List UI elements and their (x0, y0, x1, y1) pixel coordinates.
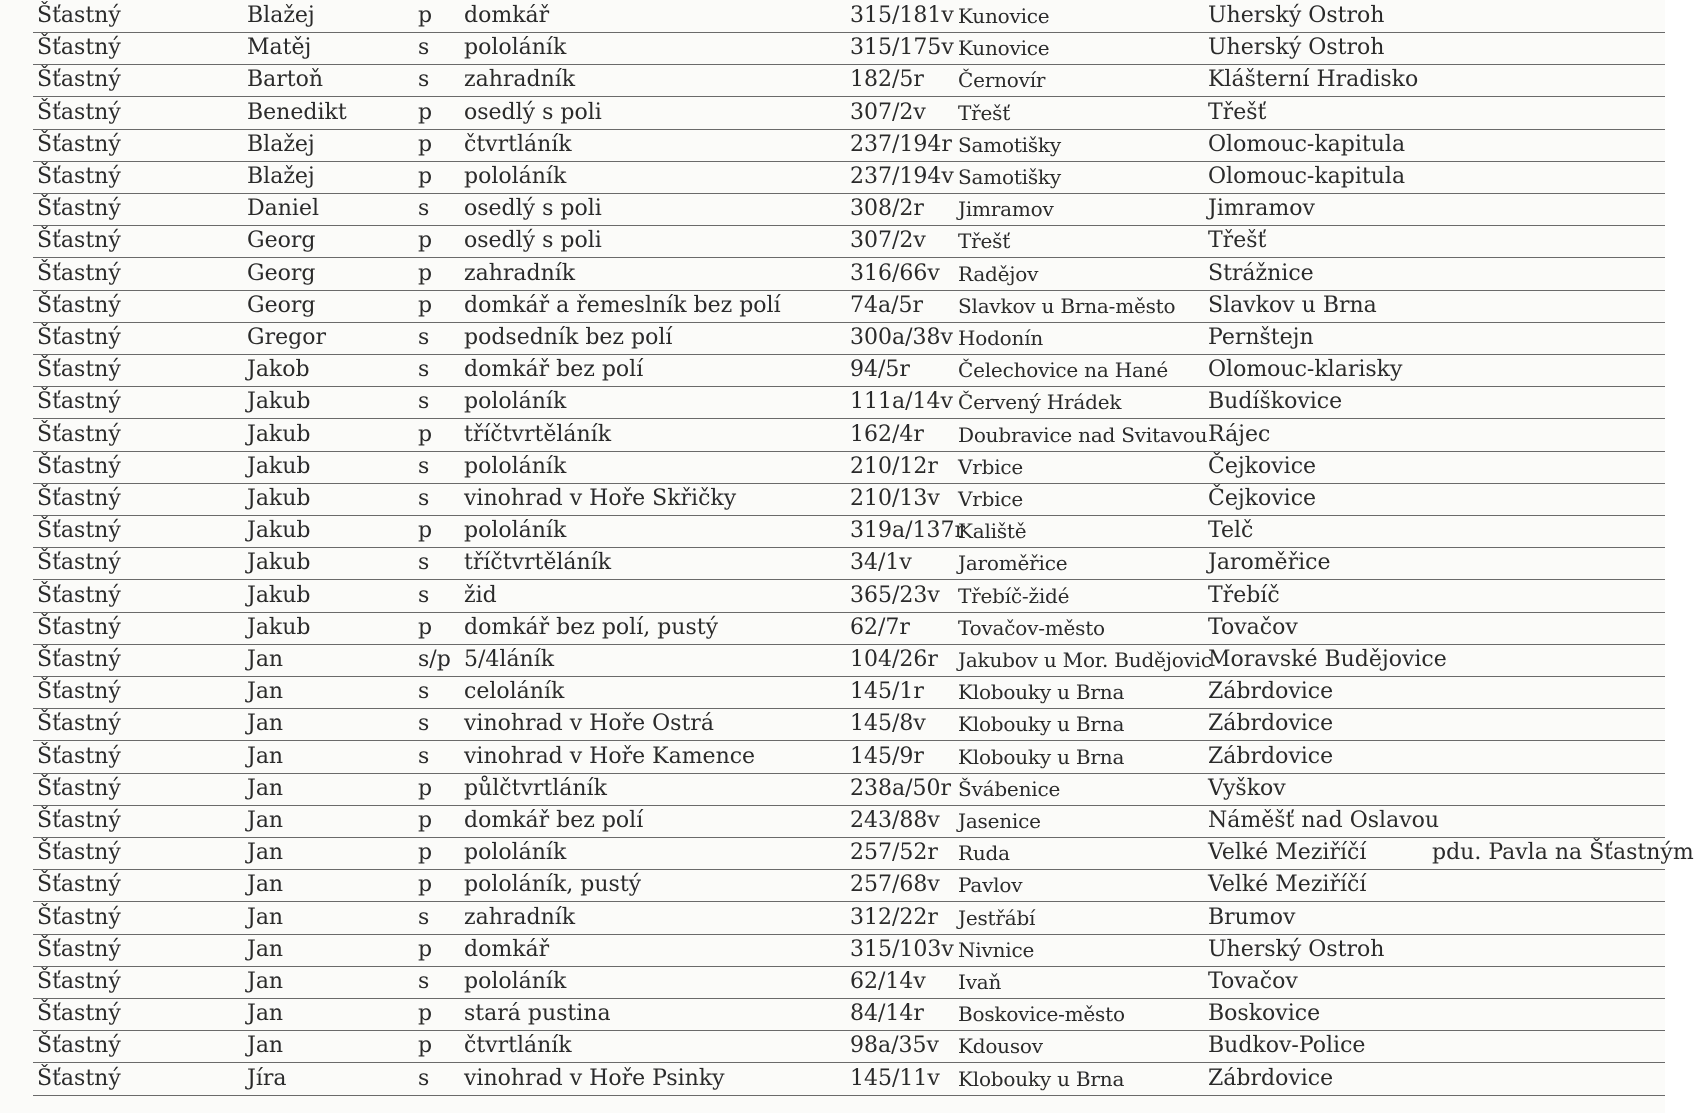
folio-ref-cell: 237/194r (850, 131, 952, 157)
given-name-cell: Jakub (247, 453, 311, 479)
given-name-cell: Jan (247, 711, 284, 737)
table-row (0, 226, 1665, 258)
sp-cell: s (418, 711, 430, 737)
surname-cell: Šťastný (37, 292, 121, 318)
sp-cell: s (418, 67, 430, 93)
table-row (0, 838, 1694, 870)
surname-cell: Šťastný (37, 679, 121, 705)
sp-cell: s (418, 582, 430, 608)
table-row (0, 98, 1665, 130)
village-cell: Švábenice (958, 776, 1061, 801)
village-cell: Kunovice (958, 4, 1050, 28)
village-cell: Čelechovice na Hané (958, 358, 1169, 383)
folio-ref-cell: 74a/5r (850, 292, 924, 318)
table-row (0, 387, 1665, 419)
given-name-cell: Daniel (247, 196, 320, 222)
village-cell: Samotišky (958, 132, 1061, 157)
folio-ref-cell: 84/14r (850, 1001, 924, 1027)
village-cell: Jasenice (958, 809, 1041, 833)
given-name-cell: Jakub (247, 518, 311, 544)
given-name-cell: Bartoň (247, 67, 324, 93)
status-cell: čtvrtláník (464, 131, 572, 157)
folio-ref-cell: 308/2r (850, 196, 924, 222)
surname-cell: Šťastný (37, 164, 121, 189)
folio-ref-cell: 316/66v (850, 260, 940, 286)
surname-cell: Šťastný (37, 904, 121, 930)
status-cell: vinohrad v Hoře Skřičky (464, 486, 737, 511)
table-row (0, 452, 1665, 484)
table-row (0, 903, 1665, 935)
given-name-cell: Jakub (247, 421, 311, 447)
given-name-cell: Jíra (247, 1065, 287, 1091)
sp-cell: p (418, 840, 433, 866)
village-cell: Kaliště (958, 519, 1027, 544)
estate-cell: Olomouc-kapitula (1208, 164, 1406, 189)
status-cell: podsedník bez polí (464, 325, 673, 350)
surname-cell: Šťastný (37, 614, 121, 640)
status-cell: zahradník (464, 67, 576, 93)
folio-ref-cell: 94/5r (850, 357, 910, 383)
village-cell: Černovír (958, 68, 1046, 93)
surname-cell: Šťastný (37, 550, 121, 576)
estate-cell: Zábrdovice (1208, 1065, 1334, 1091)
status-cell: pololáník (464, 969, 567, 994)
folio-ref-cell: 210/13v (850, 486, 940, 511)
sp-cell: s (418, 969, 430, 994)
sp-cell: p (418, 808, 433, 833)
sp-cell: s (418, 904, 430, 930)
surname-cell: Šťastný (37, 67, 121, 93)
village-cell: Jaroměřice (958, 551, 1068, 576)
folio-ref-cell: 111a/14v (850, 389, 953, 415)
table-row (0, 194, 1665, 226)
sp-cell: p (418, 872, 433, 898)
given-name-cell: Jan (247, 647, 284, 672)
surname-cell: Šťastný (37, 453, 121, 479)
folio-ref-cell: 34/1v (850, 550, 912, 576)
village-cell: Vrbice (958, 487, 1024, 511)
given-name-cell: Benedikt (247, 99, 347, 125)
table-row (0, 420, 1665, 452)
estate-cell: Zábrdovice (1208, 743, 1334, 769)
table-row (0, 1064, 1665, 1096)
folio-ref-cell: 145/9r (850, 743, 924, 769)
sp-cell: p (418, 614, 433, 640)
given-name-cell: Gregor (247, 325, 326, 350)
village-cell: Kdousov (958, 1034, 1043, 1059)
village-cell: Slavkov u Brna-město (958, 293, 1176, 318)
village-cell: Jestřábí (958, 905, 1036, 930)
table-row (0, 1031, 1665, 1063)
sp-cell: s (418, 1065, 430, 1091)
estate-cell: Moravské Budějovice (1208, 647, 1447, 672)
estate-cell: Tovačov (1208, 969, 1298, 994)
surname-cell: Šťastný (37, 936, 121, 962)
estate-cell: Třešť (1208, 228, 1267, 254)
given-name-cell: Blažej (247, 3, 315, 28)
table-row (0, 291, 1665, 323)
folio-ref-cell: 237/194v (850, 164, 954, 189)
status-cell: tříčtvrtěláník (464, 421, 612, 447)
table-row (0, 65, 1665, 97)
note-cell: pdu. Pavla na Šťastným (1432, 840, 1694, 866)
status-cell: vinohrad v Hoře Psinky (464, 1065, 725, 1091)
folio-ref-cell: 315/181v (850, 3, 954, 28)
surname-cell: Šťastný (37, 775, 121, 801)
folio-ref-cell: 62/7r (850, 614, 910, 640)
given-name-cell: Blažej (247, 131, 315, 157)
surname-cell: Šťastný (37, 808, 121, 833)
status-cell: pololáník (464, 35, 567, 61)
surname-cell: Šťastný (37, 3, 121, 28)
estate-cell: Klášterní Hradisko (1208, 67, 1419, 93)
folio-ref-cell: 162/4r (850, 421, 924, 447)
given-name-cell: Blažej (247, 164, 315, 189)
village-cell: Třešť (958, 229, 1011, 254)
table-row (0, 323, 1665, 355)
sp-cell: p (418, 421, 433, 447)
village-cell: Vrbice (958, 454, 1024, 479)
folio-ref-cell: 300a/38v (850, 325, 953, 350)
table-row (0, 935, 1665, 967)
table-row (0, 33, 1665, 65)
sp-cell: p (418, 1033, 433, 1059)
table-row (0, 516, 1665, 548)
status-cell: pololáník (464, 840, 567, 866)
given-name-cell: Jan (247, 1033, 284, 1059)
estate-cell: Brumov (1208, 904, 1296, 930)
sp-cell: s (418, 453, 430, 479)
table-row (0, 967, 1665, 999)
estate-cell: Zábrdovice (1208, 711, 1334, 737)
status-cell: domkář a řemeslník bez polí (464, 292, 781, 318)
given-name-cell: Jan (247, 872, 284, 898)
status-cell: pololáník (464, 518, 567, 544)
given-name-cell: Jakub (247, 614, 311, 640)
folio-ref-cell: 145/8v (850, 711, 926, 737)
sp-cell: p (418, 131, 433, 157)
table-row (0, 645, 1665, 677)
status-cell: čtvrtláník (464, 1033, 572, 1059)
status-cell: zahradník (464, 904, 576, 930)
sp-cell: p (418, 228, 433, 254)
estate-cell: Čejkovice (1208, 453, 1317, 479)
folio-ref-cell: 315/175v (850, 35, 954, 61)
estate-cell: Slavkov u Brna (1208, 292, 1377, 318)
surname-cell: Šťastný (37, 389, 121, 415)
village-cell: Radějov (958, 261, 1039, 286)
sp-cell: s (418, 325, 430, 350)
table-row (0, 709, 1665, 741)
table-row (0, 677, 1665, 709)
given-name-cell: Jan (247, 904, 284, 930)
estate-cell: Strážnice (1208, 260, 1314, 286)
estate-cell: Vyškov (1208, 775, 1286, 801)
given-name-cell: Jakub (247, 582, 311, 608)
sp-cell: p (418, 99, 433, 125)
table-row (0, 581, 1665, 613)
status-cell: žid (464, 582, 497, 608)
folio-ref-cell: 145/11v (850, 1065, 940, 1091)
given-name-cell: Jan (247, 840, 284, 866)
surname-cell: Šťastný (37, 35, 121, 61)
estate-cell: Tovačov (1208, 614, 1298, 640)
given-name-cell: Jan (247, 808, 284, 833)
village-cell: Třebíč-židé (958, 583, 1070, 608)
table-row (0, 742, 1665, 774)
surname-cell: Šťastný (37, 1001, 121, 1027)
surname-cell: Šťastný (37, 1065, 121, 1091)
status-cell: tříčtvrtěláník (464, 550, 612, 576)
sp-cell: s (418, 357, 430, 383)
estate-cell: Pernštejn (1208, 325, 1314, 350)
village-cell: Jakubov u Mor. Budějovic (958, 648, 1212, 672)
sp-cell: p (418, 1001, 433, 1027)
given-name-cell: Matěj (247, 35, 312, 61)
sp-cell: p (418, 3, 433, 28)
sp-cell: s/p (418, 647, 451, 672)
folio-ref-cell: 182/5r (850, 67, 924, 93)
village-cell: Boskovice-město (958, 1002, 1125, 1027)
table-row (0, 774, 1665, 806)
surname-cell: Šťastný (37, 421, 121, 447)
village-cell: Doubravice nad Svitavou (958, 422, 1208, 447)
surname-cell: Šťastný (37, 743, 121, 769)
table-row (0, 1, 1665, 33)
row-divider (33, 1095, 1665, 1096)
village-cell: Třešť (958, 100, 1011, 125)
status-cell: domkář bez polí (464, 357, 644, 383)
status-cell: pololáník (464, 164, 567, 189)
estate-cell: Uherský Ostroh (1208, 936, 1385, 962)
folio-ref-cell: 315/103v (850, 936, 954, 962)
given-name-cell: Jakub (247, 486, 311, 511)
status-cell: pololáník (464, 453, 567, 479)
folio-ref-cell: 62/14v (850, 969, 926, 994)
estate-cell: Telč (1208, 518, 1254, 544)
estate-cell: Velké Meziříčí (1208, 872, 1367, 898)
estate-cell: Třešť (1208, 99, 1267, 125)
surname-cell: Šťastný (37, 357, 121, 383)
status-cell: osedlý s poli (464, 196, 602, 222)
village-cell: Hodonín (958, 326, 1044, 350)
sp-cell: s (418, 550, 430, 576)
given-name-cell: Jan (247, 969, 284, 994)
status-cell: pololáník (464, 389, 567, 415)
estate-cell: Náměšť nad Oslavou (1208, 808, 1440, 833)
given-name-cell: Jan (247, 775, 284, 801)
given-name-cell: Georg (247, 260, 316, 286)
given-name-cell: Jan (247, 936, 284, 962)
table-row (0, 259, 1665, 291)
status-cell: pololáník, pustý (464, 872, 642, 898)
table-row (0, 484, 1665, 516)
surname-cell: Šťastný (37, 131, 121, 157)
status-cell: osedlý s poli (464, 99, 602, 125)
status-cell: 5/4láník (464, 647, 555, 672)
estate-cell: Budkov-Police (1208, 1033, 1366, 1059)
sp-cell: p (418, 260, 433, 286)
given-name-cell: Jakub (247, 550, 311, 576)
status-cell: vinohrad v Hoře Ostrá (464, 711, 714, 737)
sp-cell: s (418, 196, 430, 222)
given-name-cell: Jan (247, 743, 284, 769)
estate-cell: Jimramov (1208, 196, 1315, 222)
village-cell: Ivaň (958, 970, 1002, 994)
sp-cell: p (418, 518, 433, 544)
given-name-cell: Georg (247, 228, 316, 254)
folio-ref-cell: 257/52r (850, 840, 938, 866)
estate-cell: Jaroměřice (1208, 550, 1331, 576)
given-name-cell: Jan (247, 1001, 284, 1027)
given-name-cell: Jakob (247, 357, 310, 383)
folio-ref-cell: 365/23v (850, 582, 940, 608)
status-cell: domkář (464, 936, 550, 962)
sp-cell: p (418, 292, 433, 318)
surname-cell: Šťastný (37, 325, 121, 350)
folio-ref-cell: 98a/35v (850, 1033, 939, 1059)
status-cell: osedlý s poli (464, 228, 602, 254)
estate-cell: Olomouc-klarisky (1208, 357, 1403, 383)
estate-cell: Boskovice (1208, 1001, 1321, 1027)
estate-cell: Rájec (1208, 421, 1271, 447)
village-cell: Tovačov-město (958, 615, 1105, 640)
estate-cell: Velké Meziříčí (1208, 840, 1367, 866)
surname-cell: Šťastný (37, 872, 121, 898)
folio-ref-cell: 307/2v (850, 228, 926, 254)
status-cell: půlčtvrtláník (464, 775, 607, 801)
table-row (0, 130, 1665, 162)
surname-cell: Šťastný (37, 711, 121, 737)
status-cell: domkář bez polí, pustý (464, 614, 719, 640)
surname-cell: Šťastný (37, 647, 121, 672)
table-row (0, 806, 1665, 838)
table-row (0, 613, 1665, 645)
status-cell: zahradník (464, 260, 576, 286)
village-cell: Nivnice (958, 937, 1035, 962)
sp-cell: s (418, 389, 430, 415)
sp-cell: p (418, 164, 433, 189)
status-cell: domkář bez polí (464, 808, 644, 833)
estate-cell: Zábrdovice (1208, 679, 1334, 705)
folio-ref-cell: 257/68v (850, 872, 940, 898)
folio-ref-cell: 145/1r (850, 679, 924, 705)
village-cell: Jimramov (958, 197, 1054, 222)
table-row (0, 548, 1665, 580)
village-cell: Klobouky u Brna (958, 1066, 1125, 1091)
status-cell: vinohrad v Hoře Kamence (464, 743, 756, 769)
surname-cell: Šťastný (37, 969, 121, 994)
folio-ref-cell: 319a/137r (850, 518, 966, 544)
village-cell: Kunovice (958, 36, 1050, 61)
table-row (0, 162, 1665, 194)
village-cell: Ruda (958, 841, 1010, 866)
village-cell: Klobouky u Brna (958, 744, 1125, 769)
estate-cell: Olomouc-kapitula (1208, 131, 1406, 157)
folio-ref-cell: 104/26r (850, 647, 938, 672)
sp-cell: s (418, 486, 430, 511)
estate-cell: Uherský Ostroh (1208, 35, 1385, 61)
estate-cell: Čejkovice (1208, 486, 1317, 511)
village-cell: Samotišky (958, 165, 1061, 189)
table-row (0, 870, 1665, 902)
folio-ref-cell: 312/22r (850, 904, 938, 930)
village-cell: Klobouky u Brna (958, 712, 1125, 737)
surname-cell: Šťastný (37, 99, 121, 125)
sp-cell: p (418, 936, 433, 962)
folio-ref-cell: 238a/50r (850, 775, 952, 801)
surname-cell: Šťastný (37, 582, 121, 608)
folio-ref-cell: 243/88v (850, 808, 940, 833)
sp-cell: s (418, 35, 430, 61)
status-cell: celoláník (464, 679, 565, 705)
estate-cell: Třebíč (1208, 582, 1280, 608)
given-name-cell: Jakub (247, 389, 311, 415)
village-cell: Červený Hrádek (958, 390, 1122, 415)
village-cell: Pavlov (958, 873, 1023, 898)
surname-cell: Šťastný (37, 1033, 121, 1059)
estate-cell: Budíškovice (1208, 389, 1343, 415)
sp-cell: s (418, 679, 430, 705)
folio-ref-cell: 210/12r (850, 453, 938, 479)
surname-cell: Šťastný (37, 840, 121, 866)
status-cell: domkář (464, 3, 550, 28)
estate-cell: Uherský Ostroh (1208, 3, 1385, 28)
surname-cell: Šťastný (37, 486, 121, 511)
status-cell: stará pustina (464, 1001, 611, 1027)
sp-cell: s (418, 743, 430, 769)
table-row (0, 355, 1665, 387)
surname-cell: Šťastný (37, 228, 121, 254)
table-row (0, 999, 1665, 1031)
surname-cell: Šťastný (37, 518, 121, 544)
given-name-cell: Jan (247, 679, 284, 705)
village-cell: Klobouky u Brna (958, 680, 1125, 705)
sp-cell: p (418, 775, 433, 801)
surname-cell: Šťastný (37, 260, 121, 286)
given-name-cell: Georg (247, 292, 316, 318)
folio-ref-cell: 307/2v (850, 99, 926, 125)
surname-cell: Šťastný (37, 196, 121, 222)
